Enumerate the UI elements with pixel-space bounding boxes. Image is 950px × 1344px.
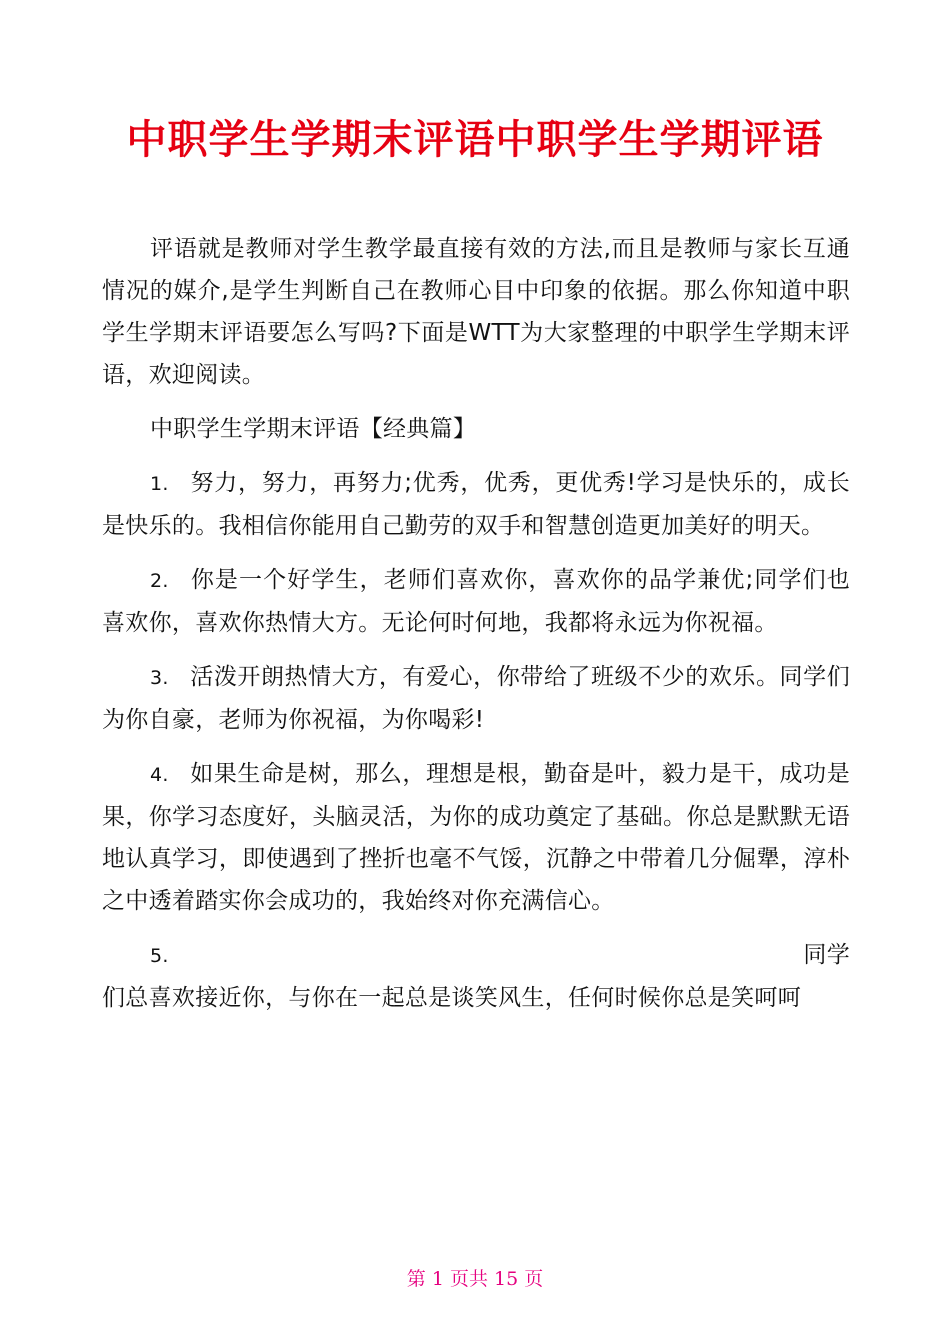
item-text: 你是一个好学生，老师们喜欢你，喜欢你的品学兼优;同学们也喜欢你，喜欢你热情大方。无论何时何地，我都将永远为你祝福。 [102, 567, 850, 636]
document-body [102, 228, 850, 1019]
item-number: 2. [150, 570, 169, 592]
intro-paragraph: 评语就是教师对学生教学最直接有效的方法,而且是教师与家长互通情况的媒介,是学生判断自己在教师心目中印象的依据。那么你知道中职学生学期末评语要怎么写吗?下面是WTT为大家整理的中职学生学期末评语，欢迎阅读。 [102, 236, 850, 388]
item-text-start: 同学 [803, 942, 850, 968]
item-text: 活泼开朗热情大方，有爱心，你带给了班级不少的欢乐。同学们为你自豪，老师为你祝福，为你喝彩! [102, 664, 850, 733]
item-number: 5. [150, 945, 169, 967]
list-item [102, 559, 850, 644]
list-item [102, 656, 850, 741]
item-5-first-line [102, 934, 850, 977]
list-item [102, 753, 850, 922]
item-number: 3. [150, 667, 169, 689]
item-text: 努力，努力，再努力;优秀，优秀，更优秀!学习是快乐的，成长是快乐的。我相信你能用自己勤劳的双手和智慧创造更加美好的明天。 [102, 470, 850, 539]
page-indicator: 第 1 页共 15 页 [406, 1268, 544, 1290]
item-number: 4. [150, 764, 169, 786]
document-title: 中职学生学期末评语中职学生学期评语 [126, 117, 824, 163]
list-item [102, 462, 850, 547]
item-text: 如果生命是树，那么，理想是根，勤奋是叶，毅力是干，成功是果，你学习态度好，头脑灵活，为你的成功奠定了基础。你总是默默无语地认真学习，即使遇到了挫折也毫不气馁，沉静之中带着几分倔犟，淳朴之中透着踏实你会成功的，我始终对你充满信心。 [102, 761, 850, 914]
list-item [102, 934, 850, 1019]
section-heading: 中职学生学期末评语【经典篇】 [150, 416, 477, 442]
item-text-continuation: 们总喜欢接近你，与你在一起总是谈笑风生，任何时候你总是笑呵呵 [102, 985, 801, 1011]
item-number: 1. [150, 473, 169, 495]
